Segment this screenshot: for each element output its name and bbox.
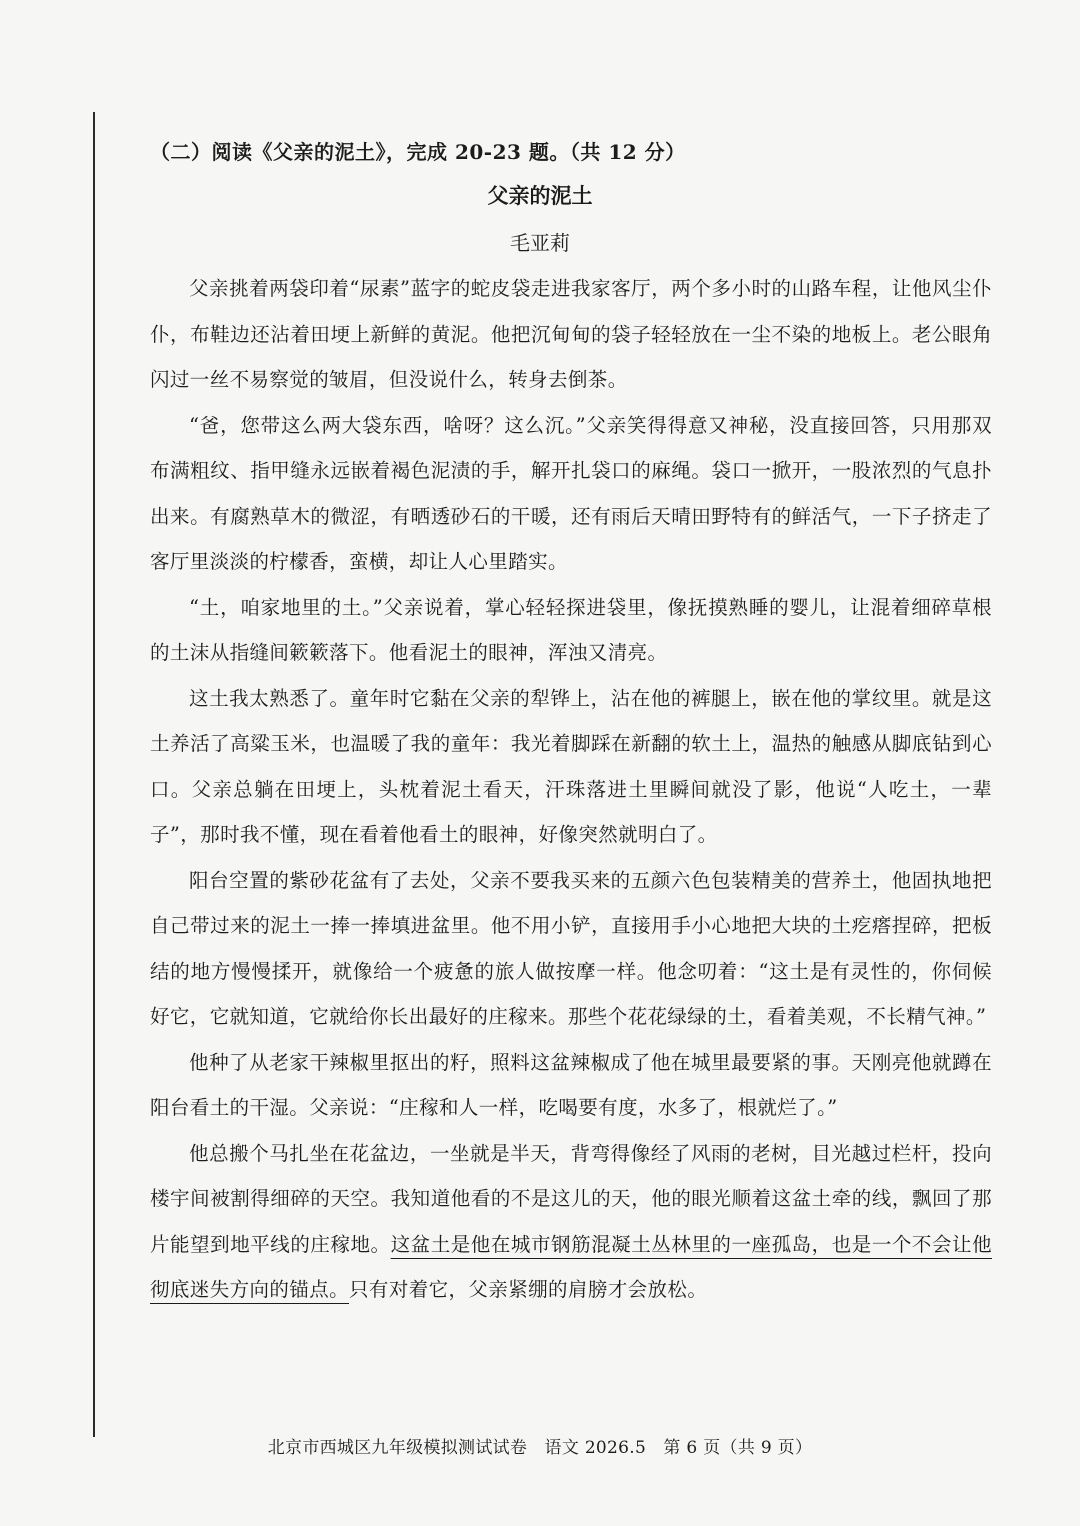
paragraph-6: 他种了从老家干辣椒里抠出的籽，照料这盆辣椒成了他在城里最要紧的事。天刚亮他就蹲在阳台看土的干湿。父亲说：“庄稼和人一样，吃喝要有度，水多了，根就烂了。” bbox=[150, 1050, 992, 1119]
article-author: 毛亚莉 bbox=[510, 231, 570, 255]
paragraph-2: “爸，您带这么两大袋东西，啥呀？这么沉。”父亲笑得得意又神秘，没直接回答，只用那双布满粗纹、指甲缝永远嵌着褐色泥渍的手，解开扎袋口的麻绳。袋口一掀开，一股浓烈的气息扑出来。有腐熟草木的微涩，有晒透砂石的干暖，还有雨后天晴田野特有的鲜活气，一下子挤走了客厅里淡淡的柠檬香，蛮横，却让人心里踏实。 bbox=[150, 413, 992, 573]
page-footer: 北京市西城区九年级模拟测试试卷 语文 2026.5 第 6 页（共 9 页） bbox=[267, 1438, 813, 1458]
article-body bbox=[150, 266, 992, 1313]
binding-margin-line bbox=[93, 112, 95, 1437]
article-title: 父亲的泥土 bbox=[487, 183, 593, 208]
paragraph-7 bbox=[150, 1131, 992, 1313]
paragraph-3: “土，咱家地里的土。”父亲说着，掌心轻轻探进袋里，像抚摸熟睡的婴儿，让混着细碎草根的土沫从指缝间簌簌落下。他看泥土的眼神，浑浊又清亮。 bbox=[150, 595, 992, 664]
paragraph-4: 这土我太熟悉了。童年时它黏在父亲的犁铧上，沾在他的裤腿上，嵌在他的掌纹里。就是这土养活了高粱玉米，也温暖了我的童年：我光着脚踩在新翻的软土上，温热的触感从脚底钻到心口。父亲总躺在田埂上，头枕着泥土看天，汗珠落进土里瞬间就没了影，他说“人吃土，一辈子”，那时我不懂，现在看着他看土的眼神，好像突然就明白了。 bbox=[150, 686, 992, 846]
paragraph-5: 阳台空置的紫砂花盆有了去处，父亲不要我买来的五颜六色包装精美的营养土，他固执地把自己带过来的泥土一捧一捧填进盆里。他不用小铲，直接用手小心地把大块的土疙瘩捏碎，把板结的地方慢慢揉开，就像给一个疲惫的旅人做按摩一样。他念叨着：“这土是有灵性的，你伺候好它，它就知道，它就给你长出最好的庄稼来。那些个花花绿绿的土，看着美观，不长精气神。” bbox=[150, 868, 992, 1028]
paragraph-1: 父亲挑着两袋印着“尿素”蓝字的蛇皮袋走进我家客厅，两个多小时的山路车程，让他风尘仆仆，布鞋边还沾着田埂上新鲜的黄泥。他把沉甸甸的袋子轻轻放在一尘不染的地板上。老公眼角闪过一丝不易察觉的皱眉，但没说什么，转身去倒茶。 bbox=[150, 277, 992, 391]
section-heading: （二）阅读《父亲的泥土》，完成 20-23 题。（共 12 分） bbox=[150, 140, 686, 164]
underlined-sentence: 这盆土是他在城市钢筋混凝土丛林里的一座孤岛，也是一个不会让他彻底迷失方向的锚点。 bbox=[150, 1232, 992, 1301]
paragraph-7-text-start: 他总搬个马扎坐在花盆边，一坐就是半天，背弯得像经了风雨的老树，目光越过栏杆，投向楼宇间被割得细碎的天空。我知道他看的不是这儿的天，他的眼光顺着这盆土牵的线，飘回了那片能望到地平线的庄稼地。 bbox=[150, 1141, 992, 1256]
paragraph-7-text-end: 只有对着它，父亲紧绷的肩膀才会放松。 bbox=[349, 1278, 708, 1301]
